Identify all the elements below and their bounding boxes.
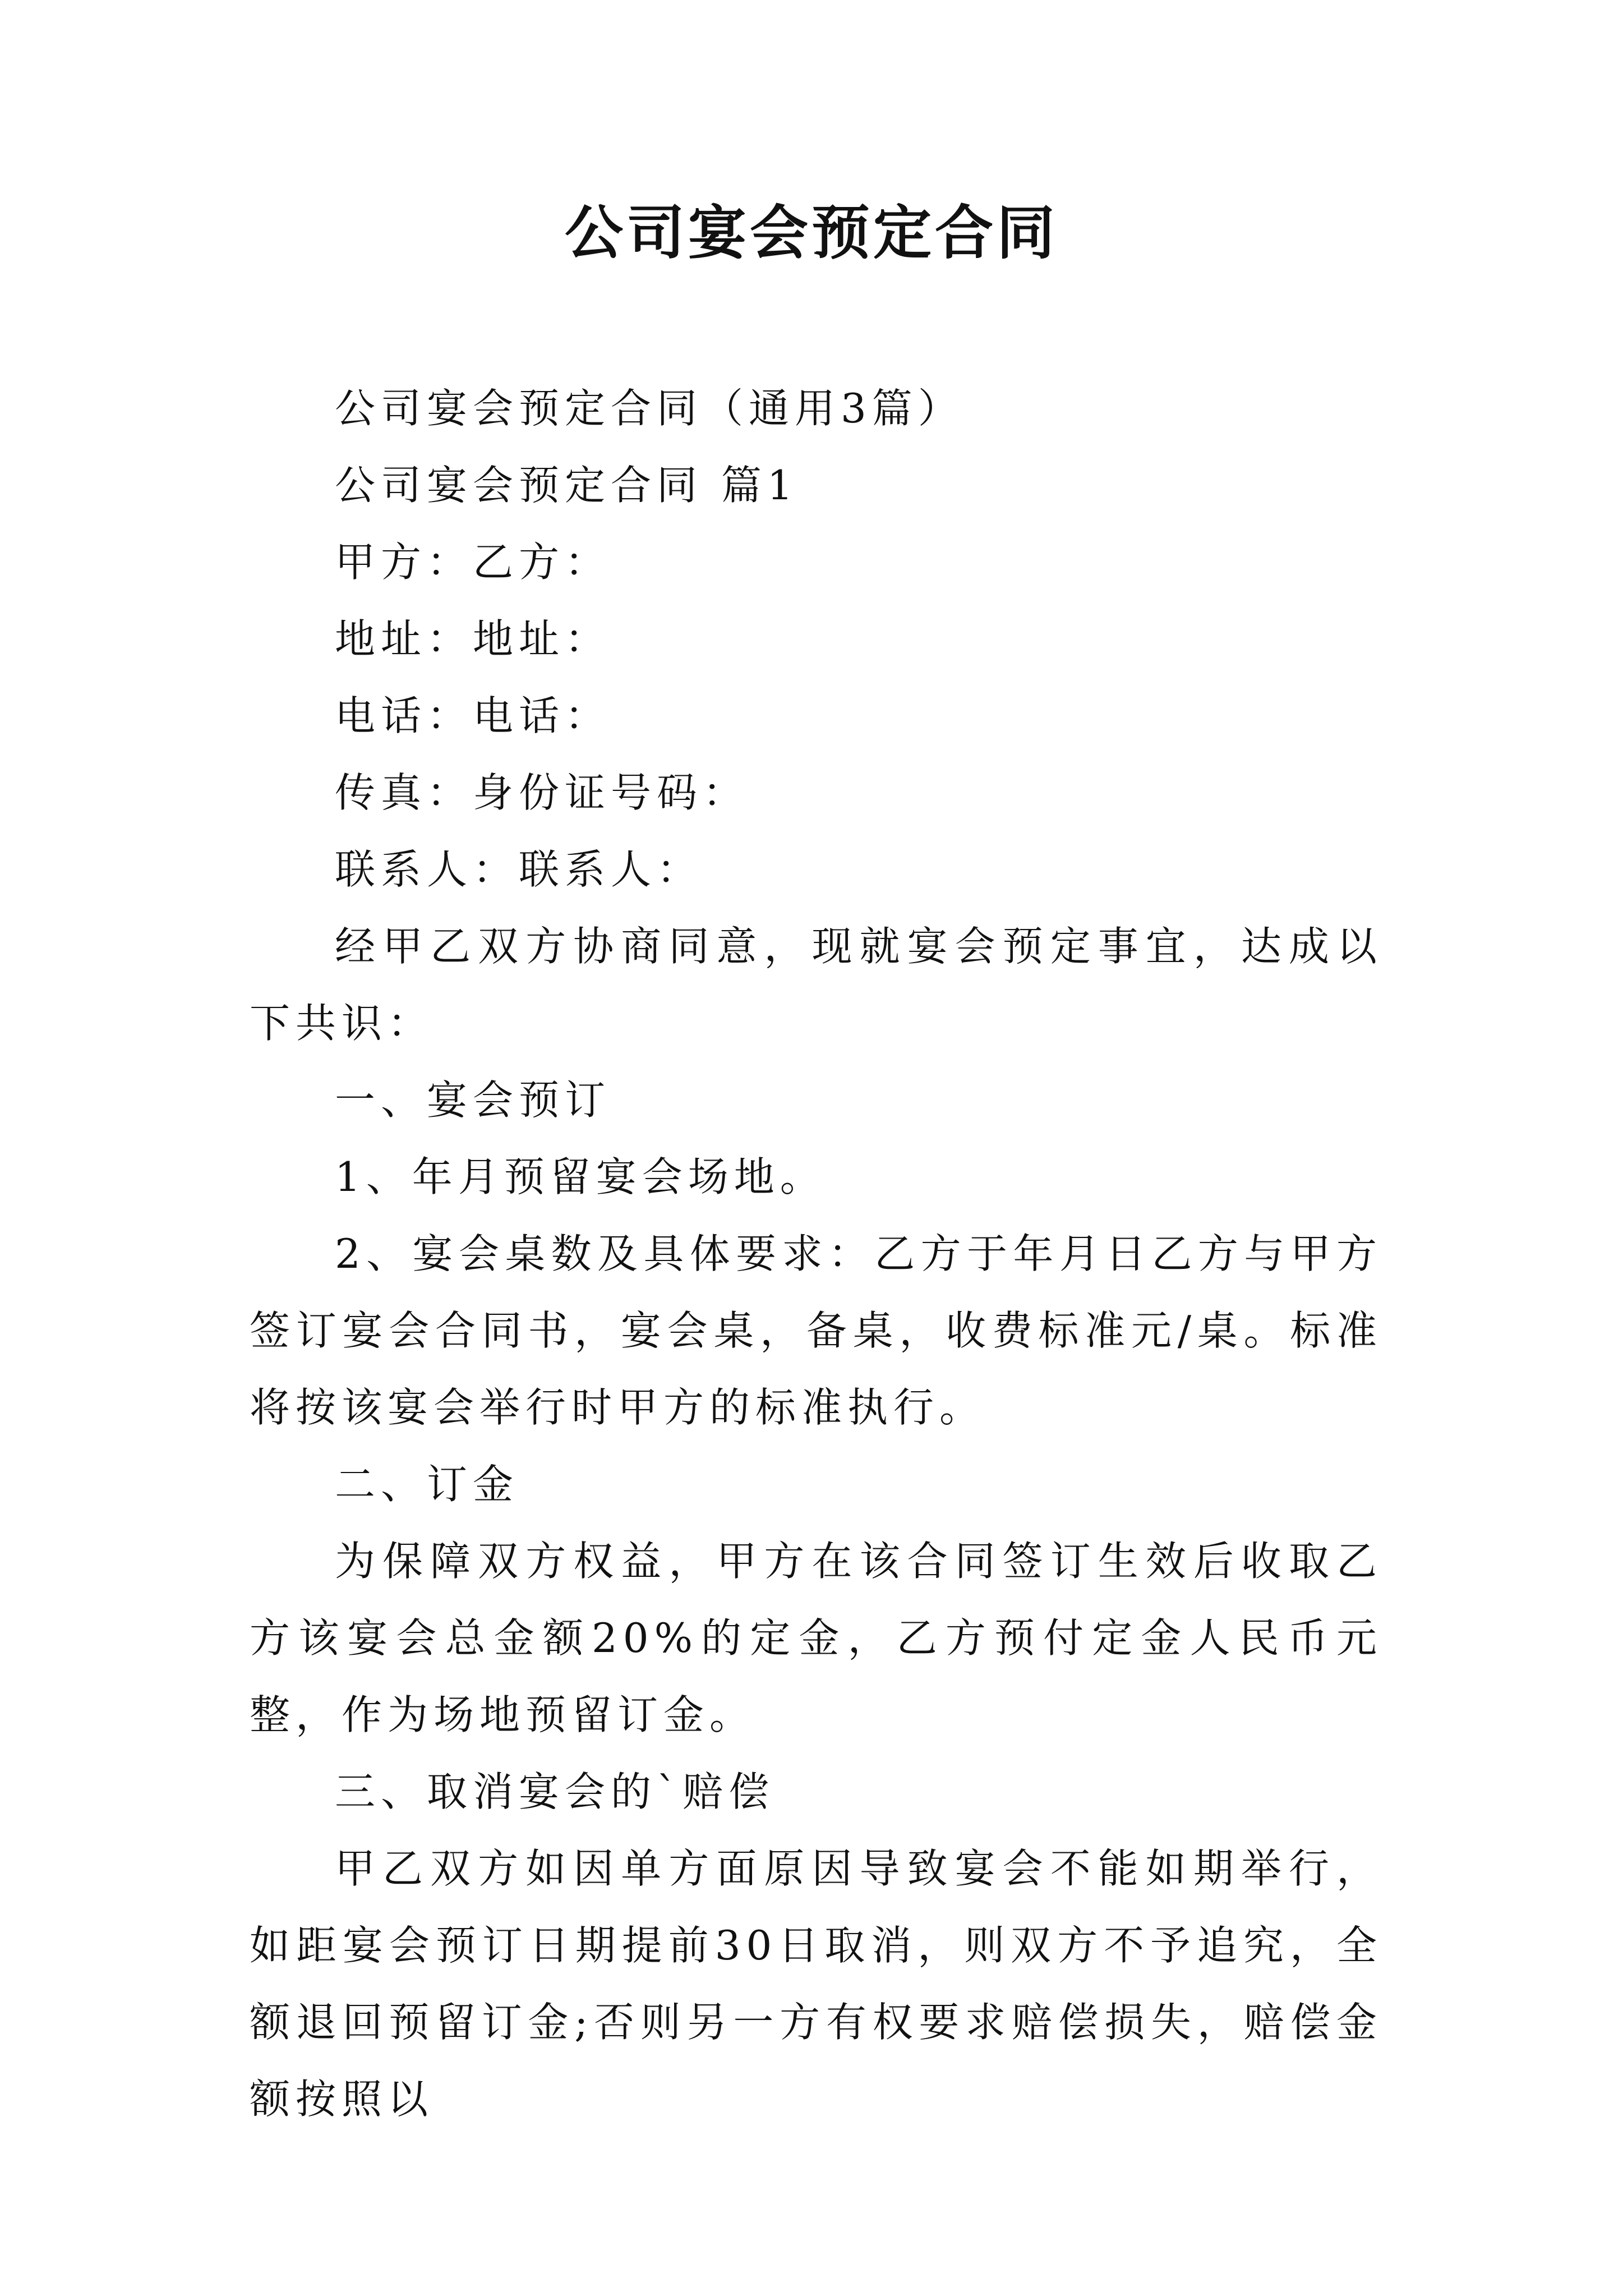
paragraph-party-names: 甲方：乙方：	[335, 539, 611, 586]
paragraph-section-heading: 公司宴会预定合同 篇1	[335, 462, 799, 509]
document-body	[250, 370, 1382, 2138]
paragraph-contacts: 联系人：联系人：	[335, 846, 703, 893]
paragraph-clause-2: 2、宴会桌数及具体要求：乙方于年月日乙方与甲方签订宴会合同书，宴会桌，备桌，收费标准元/桌。标准将按该宴会举行时甲方的标准执行。	[250, 1230, 1382, 1431]
paragraph-cancellation-text: 甲乙双方如因单方面原因导致宴会不能如期举行，如距宴会预订日期提前30日取消，则双方不予追究，全额退回预留订金;否则另一方有权要求赔偿损失，赔偿金额按照以	[250, 1845, 1382, 2123]
paragraph-subtitle: 公司宴会预定合同（通用3篇）	[335, 385, 964, 432]
paragraph-heading-cancellation: 三、取消宴会的`赔偿	[335, 1768, 775, 1815]
paragraph-clause-1: 1、年月预留宴会场地。	[335, 1153, 826, 1200]
paragraph-fax-id: 传真：身份证号码：	[335, 769, 749, 816]
paragraph-party-phones: 电话：电话：	[335, 692, 611, 739]
paragraph-party-addresses: 地址：地址：	[335, 615, 611, 662]
paragraph-deposit-text: 为保障双方权益，甲方在该合同签订生效后收取乙方该宴会总金额20%的定金，乙方预付定金人民币元整，作为场地预留订金。	[250, 1538, 1382, 1738]
paragraph-heading-booking: 一、宴会预订	[335, 1076, 611, 1124]
paragraph-heading-deposit: 二、订金	[335, 1461, 519, 1508]
document-title: 公司宴会预定合同	[564, 198, 1058, 267]
paragraph-preamble: 经甲乙双方协商同意，现就宴会预定事宜，达成以下共识：	[250, 923, 1382, 1047]
